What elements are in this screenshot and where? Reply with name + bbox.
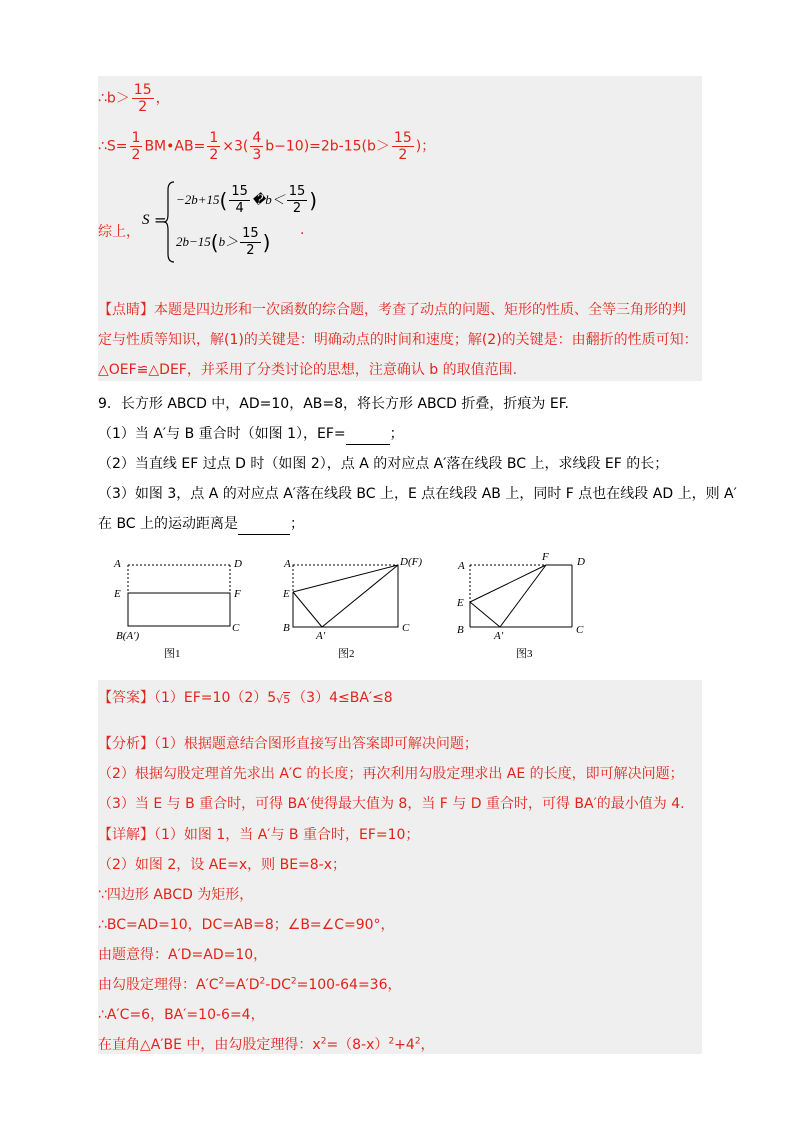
question-2: （2）当直线 EF 过点 D 时（如图 2），点 A 的对应点 A′落在线段 BC 上，求线段 EF 的长； — [98, 456, 669, 472]
fig3-label-c: C — [576, 624, 584, 636]
fig2-label-e: E — [283, 588, 290, 600]
answer-line: 【答案】（1）EF=10（2）5 √5 （3）4≤BA′≤8 — [98, 690, 393, 706]
fig2-label-ap: A′ — [316, 630, 326, 642]
conclusion-b-range: ∴b＞ $\frac{15}{2}$ ， — [98, 82, 170, 115]
fig2-label-a: A — [284, 558, 291, 570]
fig3-label-a: A — [458, 560, 465, 572]
analysis-2: （2）根据勾股定理首先求出 A′C 的长度；再次利用勾股定理求出 AE 的长度，即可解决问题； — [98, 766, 684, 782]
period-mark: . — [300, 222, 305, 238]
fig2-label-b: B — [283, 622, 290, 634]
fig3-label-f: F — [542, 551, 549, 563]
fig1-label-d: D — [234, 558, 242, 570]
detail-3: ∵四边形 ABCD 为矩形， — [98, 887, 254, 903]
fig2-label-d: D(F) — [400, 556, 422, 568]
fig1-label-e: E — [114, 588, 121, 600]
figure-2 — [282, 556, 422, 660]
fig1-label-a: A — [114, 558, 121, 570]
detail-5: 由题意得：A′D=AD=10， — [98, 947, 268, 963]
figure-3 — [456, 551, 585, 660]
question-3b: 在 BC 上的运动距离是 ； — [98, 514, 304, 535]
fig3-caption: 图3 — [516, 648, 533, 660]
comment-line-3: △OEF≌△DEF，并采用了分类讨论的思想，注意确认 b 的取值范围. — [98, 362, 518, 378]
detail-7: ∴A′C=6，BA′=10-6=4， — [98, 1007, 265, 1023]
piece-one: −2b+15( $\frac{15}{4}$ �b＜ $\frac{15}{2}$ ) — [176, 184, 318, 216]
fig1-label-f: F — [234, 588, 241, 600]
fig3-label-d: D — [577, 556, 585, 568]
fig3-label-ap: A′ — [494, 630, 504, 642]
detail-6: 由勾股定理得：$A'C^2=A'D^2-DC^2=100-64=36$， — [98, 976, 402, 993]
piecewise-function: S = −2b+15( $\frac{15}{4}$ �b＜ $\frac{15}{2}$ ) 2b−15(b＞ $\frac{15}{2}$ ) — [140, 180, 310, 265]
fig3-label-e: E — [457, 597, 464, 609]
comment-line-1: 【点睛】本题是四边形和一次函数的综合题，考查了动点的问题、矩形的性质、全等三角形的判 — [98, 302, 686, 318]
problem-stem: 9．长方形 ABCD 中，AD=10，AB=8，将长方形 ABCD 折叠，折痕为 EF. — [98, 396, 569, 412]
brace-icon — [164, 180, 176, 264]
summary-label: 综上， — [98, 224, 140, 240]
piece-two: 2b−15(b＞ $\frac{15}{2}$ ) — [176, 226, 271, 258]
question-3a: （3）如图 3，点 A 的对应点 A′落在线段 BC 上，E 点在线段 AB 上，同时 F 点也在线段 AD 上，则 A′ — [98, 486, 737, 502]
detail-1: 【详解】（1）如图 1，当 A′与 B 重合时，EF=10； — [98, 827, 420, 843]
analysis-3: （3）当 E 与 B 重合时，可得 BA′使得最大值为 8，当 F 与 D 重合时，可得 BA′的最小值为 4. — [98, 796, 685, 812]
detail-2: （2）如图 2，设 AE=x，则 BE=8-x； — [98, 857, 347, 873]
fig1-label-c: C — [232, 622, 240, 634]
comment-line-2: 定与性质等知识，解(1)的关键是：明确动点的时间和速度；解(2)的关键是：由翻折的性质可知： — [98, 332, 698, 348]
fig3-label-b: B — [457, 624, 464, 636]
detail-4: ∴BC=AD=10，DC=AB=8；∠B=∠C=90°， — [98, 917, 395, 933]
fig1-label-b: B(A′) — [116, 630, 140, 642]
figure-1 — [113, 558, 242, 660]
area-expression: ∴S= $\frac{1}{2}$ BM•AB= $\frac{1}{2}$ ×3( $\frac{4}{3}$ b−10)=2b-15(b＞ $\frac{15}{2}$ )； — [98, 130, 436, 163]
fig2-caption: 图2 — [338, 648, 355, 660]
fig2-label-c: C — [402, 622, 410, 634]
detail-8: 在直角△A′BE 中，由勾股定理得：$x^2=(8-x)^2+4^2$， — [98, 1036, 435, 1053]
question-1: （1）当 A′与 B 重合时（如图 1），EF= ； — [98, 424, 404, 445]
figures-panel — [100, 545, 700, 675]
fig1-caption: 图1 — [164, 648, 181, 660]
analysis-1: 【分析】（1）根据题意结合图形直接写出答案即可解决问题； — [98, 736, 478, 752]
